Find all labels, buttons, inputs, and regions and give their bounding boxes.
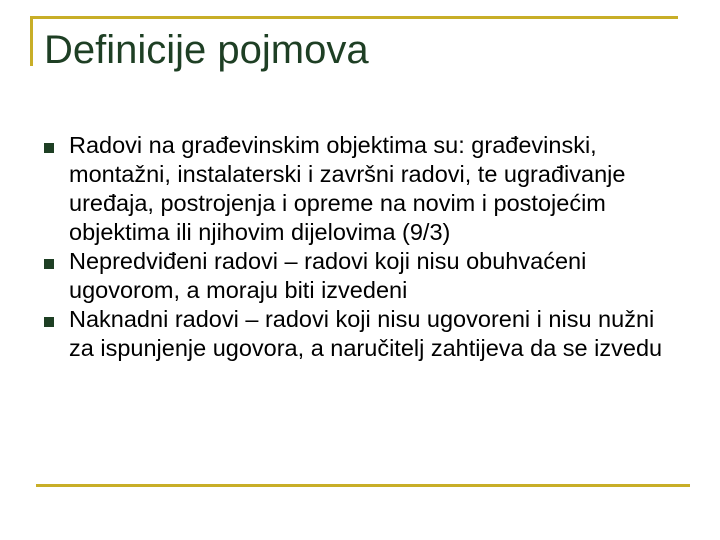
square-bullet-icon <box>44 259 54 269</box>
bullet-list <box>44 131 684 363</box>
bullet-item <box>44 247 684 305</box>
bullet-item <box>44 131 684 247</box>
footer-rule <box>36 484 690 487</box>
square-bullet-icon <box>44 317 54 327</box>
bullet-text: Naknadni radovi – radovi koji nisu ugovoreni i nisu nužni za ispunjenje ugovora, a naručitelj zahtijeva da se izvedu <box>69 306 663 361</box>
bullet-item <box>44 305 684 363</box>
title-frame-top-rule <box>30 16 678 19</box>
square-bullet-icon <box>44 143 54 153</box>
slide-title: Definicije pojmova <box>44 28 369 72</box>
title-frame-left-rule <box>30 16 33 66</box>
bullet-text: Radovi na građevinskim objektima su: građevinski, montažni, instalaterski i završni radovi, te ugrađivanje uređaja, postrojenja i opreme na novim i postojećim objektima ili njihovim dijelovima (9/3) <box>69 132 626 245</box>
bullet-text: Nepredviđeni radovi – radovi koji nisu obuhvaćeni ugovorom, a moraju biti izvedeni <box>69 248 587 303</box>
